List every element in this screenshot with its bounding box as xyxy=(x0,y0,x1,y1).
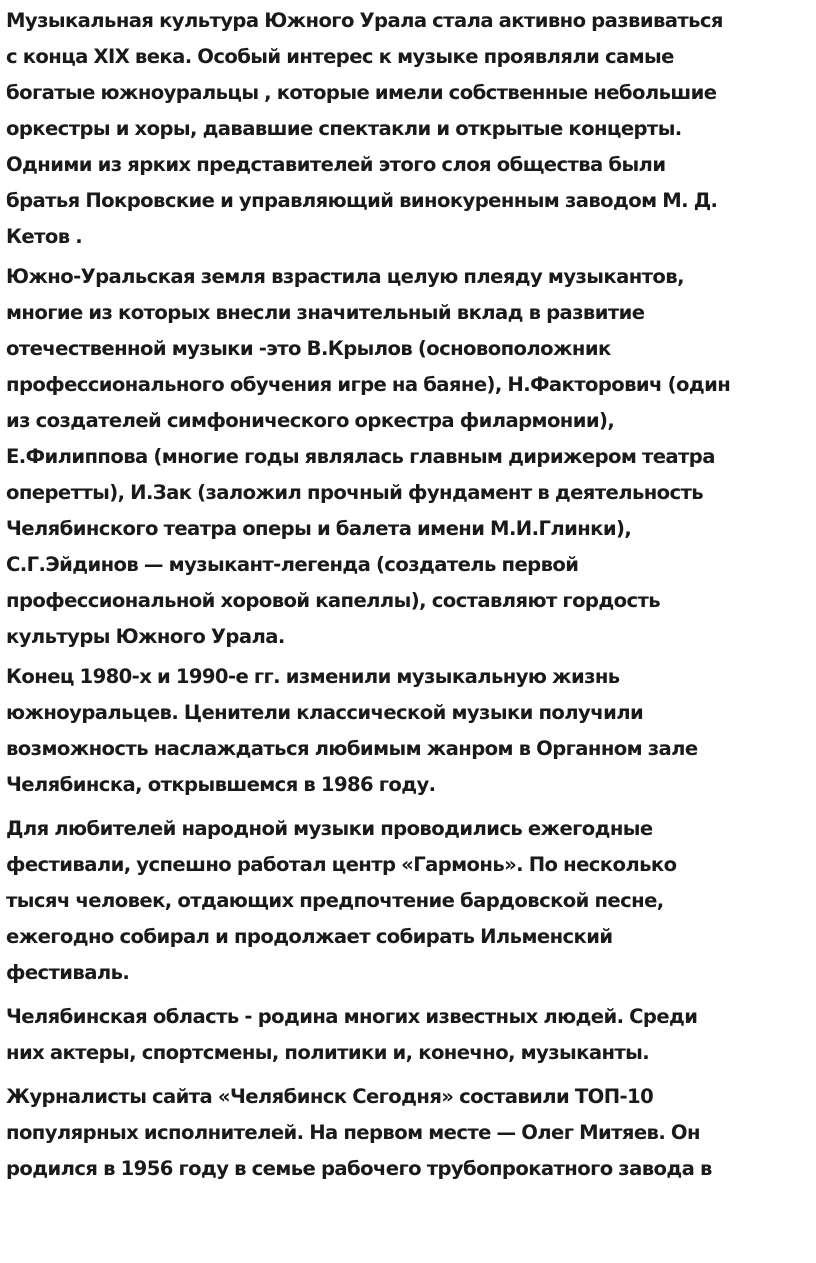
paragraph-folk-music xyxy=(6,811,810,991)
paragraph-famous-people xyxy=(6,999,810,1071)
text-line: Конец 1980-х и 1990-е гг. изменили музыкальную жизнь xyxy=(6,665,620,688)
text-line: многие из которых внесли значительный вклад в развитие xyxy=(6,301,645,324)
text-line: Челябинская область - родина многих известных людей. Среди xyxy=(6,1005,698,1028)
text-line: Челябинска, открывшемся в 1986 году. xyxy=(6,773,436,796)
text-line: Для любителей народной музыки проводились ежегодные xyxy=(6,817,653,840)
text-line: братья Покровские и управляющий винокуренным заводом М. Д. xyxy=(6,189,718,212)
text-line: Челябинского театра оперы и балета имени М.И.Глинки), xyxy=(6,517,632,540)
text-line: богатые южноуральцы , которые имели собственные небольшие xyxy=(6,81,717,104)
text-line: Южно-Уральская земля взрастила целую плеяду музыкантов, xyxy=(6,265,684,288)
text-line: оркестры и хоры, дававшие спектакли и открытые концерты. xyxy=(6,117,682,140)
text-line: тысяч человек, отдающих предпочтение бардовской песне, xyxy=(6,889,664,912)
text-line: оперетты), И.Зак (заложил прочный фундамент в деятельность xyxy=(6,481,704,504)
text-line: отечественной музыки -это В.Крылов (основоположник xyxy=(6,337,611,360)
text-line: возможность наслаждаться любимым жанром в Органном зале xyxy=(6,737,698,760)
text-line: с конца XIX века. Особый интерес к музыке проявляли самые xyxy=(6,45,674,68)
text-line: южноуральцев. Ценители классической музыки получили xyxy=(6,701,644,724)
paragraph-music-culture-intro xyxy=(6,3,810,255)
text-line: из создателей симфонического оркестра филармонии), xyxy=(6,409,615,432)
text-line: культуры Южного Урала. xyxy=(6,625,285,648)
text-line: профессионального обучения игре на баяне), Н.Факторович (один xyxy=(6,373,731,396)
text-line: Музыкальная культура Южного Урала стала активно развиваться xyxy=(6,9,723,32)
text-line: фестиваль. xyxy=(6,961,130,984)
text-line: Е.Филиппова (многие годы являлась главным дирижером театра xyxy=(6,445,715,468)
text-line: Журналисты сайта «Челябинск Сегодня» составили ТОП-10 xyxy=(6,1085,654,1108)
text-line: профессиональной хоровой капеллы), составляют гордость xyxy=(6,589,661,612)
text-line: С.Г.Эйдинов — музыкант-легенда (создатель первой xyxy=(6,553,579,576)
text-line: фестивали, успешно работал центр «Гармонь». По несколько xyxy=(6,853,677,876)
text-line: популярных исполнителей. На первом месте — Олег Митяев. Он xyxy=(6,1121,700,1144)
paragraph-musicians xyxy=(6,259,810,655)
text-line: Одними из ярких представителей этого слоя общества были xyxy=(6,153,666,176)
paragraph-top10 xyxy=(6,1079,810,1187)
text-line: них актеры, спортсмены, политики и, конечно, музыканты. xyxy=(6,1041,650,1064)
paragraph-1980s-changes xyxy=(6,659,810,803)
text-line: ежегодно собирал и продолжает собирать Ильменский xyxy=(6,925,613,948)
text-line: Кетов . xyxy=(6,225,83,248)
text-line: родился в 1956 году в семье рабочего трубопрокатного завода в xyxy=(6,1157,712,1180)
